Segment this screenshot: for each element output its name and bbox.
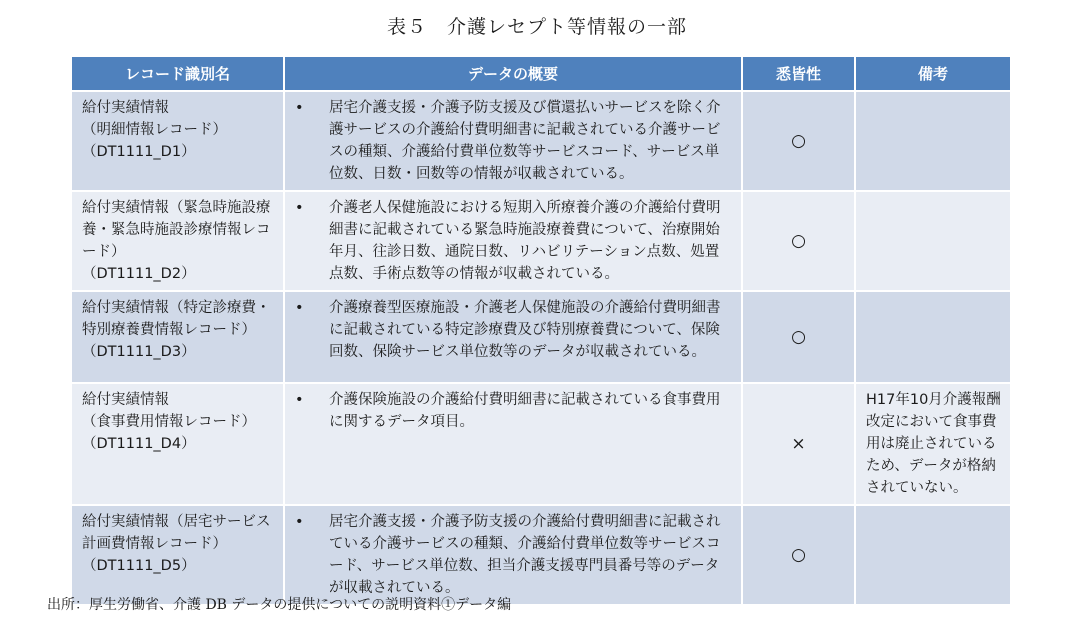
record-name: 給付実績情報（居宅サービス計画費情報レコード） （DT1111_D5） bbox=[82, 514, 271, 574]
bullet: • bbox=[295, 200, 304, 216]
summary-text: 介護保険施設の介護給付費明細書に記載されている食事費用に関するデータ項目。 bbox=[329, 392, 721, 430]
completeness-mark: ○ bbox=[742, 291, 855, 383]
completeness-mark: ○ bbox=[742, 91, 855, 191]
summary-cell bbox=[284, 91, 742, 191]
remarks-cell bbox=[855, 191, 1011, 291]
completeness-mark: × bbox=[742, 383, 855, 505]
record-name: 給付実績情報（緊急時施設療養・緊急時施設診療情報レコード） （DT1111_D2） bbox=[82, 200, 271, 282]
record-name: 給付実績情報 （明細情報レコード） （DT1111_D1） bbox=[82, 100, 227, 160]
header-completeness: 悉皆性 bbox=[742, 56, 855, 91]
table-row bbox=[71, 505, 1011, 605]
source-note: 出所：厚生労働省、介護 DB データの提供についての説明資料①データ編 bbox=[47, 597, 512, 613]
table-row bbox=[71, 291, 1011, 383]
remarks-cell bbox=[855, 291, 1011, 383]
record-name: 給付実績情報（特定診療費・特別療養費情報レコード） （DT1111_D3） bbox=[82, 300, 271, 360]
summary-text: 居宅介護支援・介護予防支援の介護給付費明細書に記載されている介護サービスの種類、介護給付費単位数等サービスコード、サービス単位数、担当介護支援専門員番号等のデータが収載されている。 bbox=[329, 514, 721, 596]
bullet: • bbox=[295, 392, 304, 408]
remarks-cell bbox=[855, 505, 1011, 605]
completeness-mark: ○ bbox=[742, 191, 855, 291]
summary-text: 居宅介護支援・介護予防支援及び償還払いサービスを除く介護サービスの介護給付費明細書に記載されている介護サービスの種類、介護給付費単位数等サービスコード、サービス単位数、日数・回数等の情報が収載されている。 bbox=[329, 100, 721, 182]
record-name-cell bbox=[71, 91, 284, 191]
bullet: • bbox=[295, 514, 304, 530]
record-name-cell bbox=[71, 291, 284, 383]
summary-cell bbox=[284, 383, 742, 505]
summary-text: 介護老人保健施設における短期入所療養介護の介護給付費明細書に記載されている緊急時施設療養費について、治療開始年月、往診日数、通院日数、リハビリテーション点数、処置点数、手術点数等の情報が収載されている。 bbox=[329, 200, 721, 282]
header-remarks: 備考 bbox=[855, 56, 1011, 91]
remarks-cell: H17年10月介護報酬改定において食事費用は廃止されているため、データが格納されていない。 bbox=[855, 383, 1011, 505]
header-row bbox=[71, 56, 1011, 91]
table-row bbox=[71, 91, 1011, 191]
record-name-cell bbox=[71, 383, 284, 505]
summary-cell bbox=[284, 291, 742, 383]
record-name-cell bbox=[71, 505, 284, 605]
remarks-cell bbox=[855, 91, 1011, 191]
summary-text: 介護療養型医療施設・介護老人保健施設の介護給付費明細書に記載されている特定診療費及び特別療養費について、保険回数、保険サービス単位数等のデータが収載されている。 bbox=[329, 300, 721, 360]
header-record-name: レコード識別名 bbox=[71, 56, 284, 91]
bullet: • bbox=[295, 300, 304, 316]
record-name-cell bbox=[71, 191, 284, 291]
table-row bbox=[71, 383, 1011, 505]
summary-cell bbox=[284, 505, 742, 605]
header-data-summary: データの概要 bbox=[284, 56, 742, 91]
record-name: 給付実績情報 （食事費用情報レコード） （DT1111_D4） bbox=[82, 392, 256, 452]
summary-cell bbox=[284, 191, 742, 291]
completeness-mark: ○ bbox=[742, 505, 855, 605]
data-table bbox=[70, 55, 1012, 606]
table-row bbox=[71, 191, 1011, 291]
table-title: 表５ 介護レセプト等情報の一部 bbox=[386, 16, 687, 38]
bullet: • bbox=[295, 100, 304, 116]
